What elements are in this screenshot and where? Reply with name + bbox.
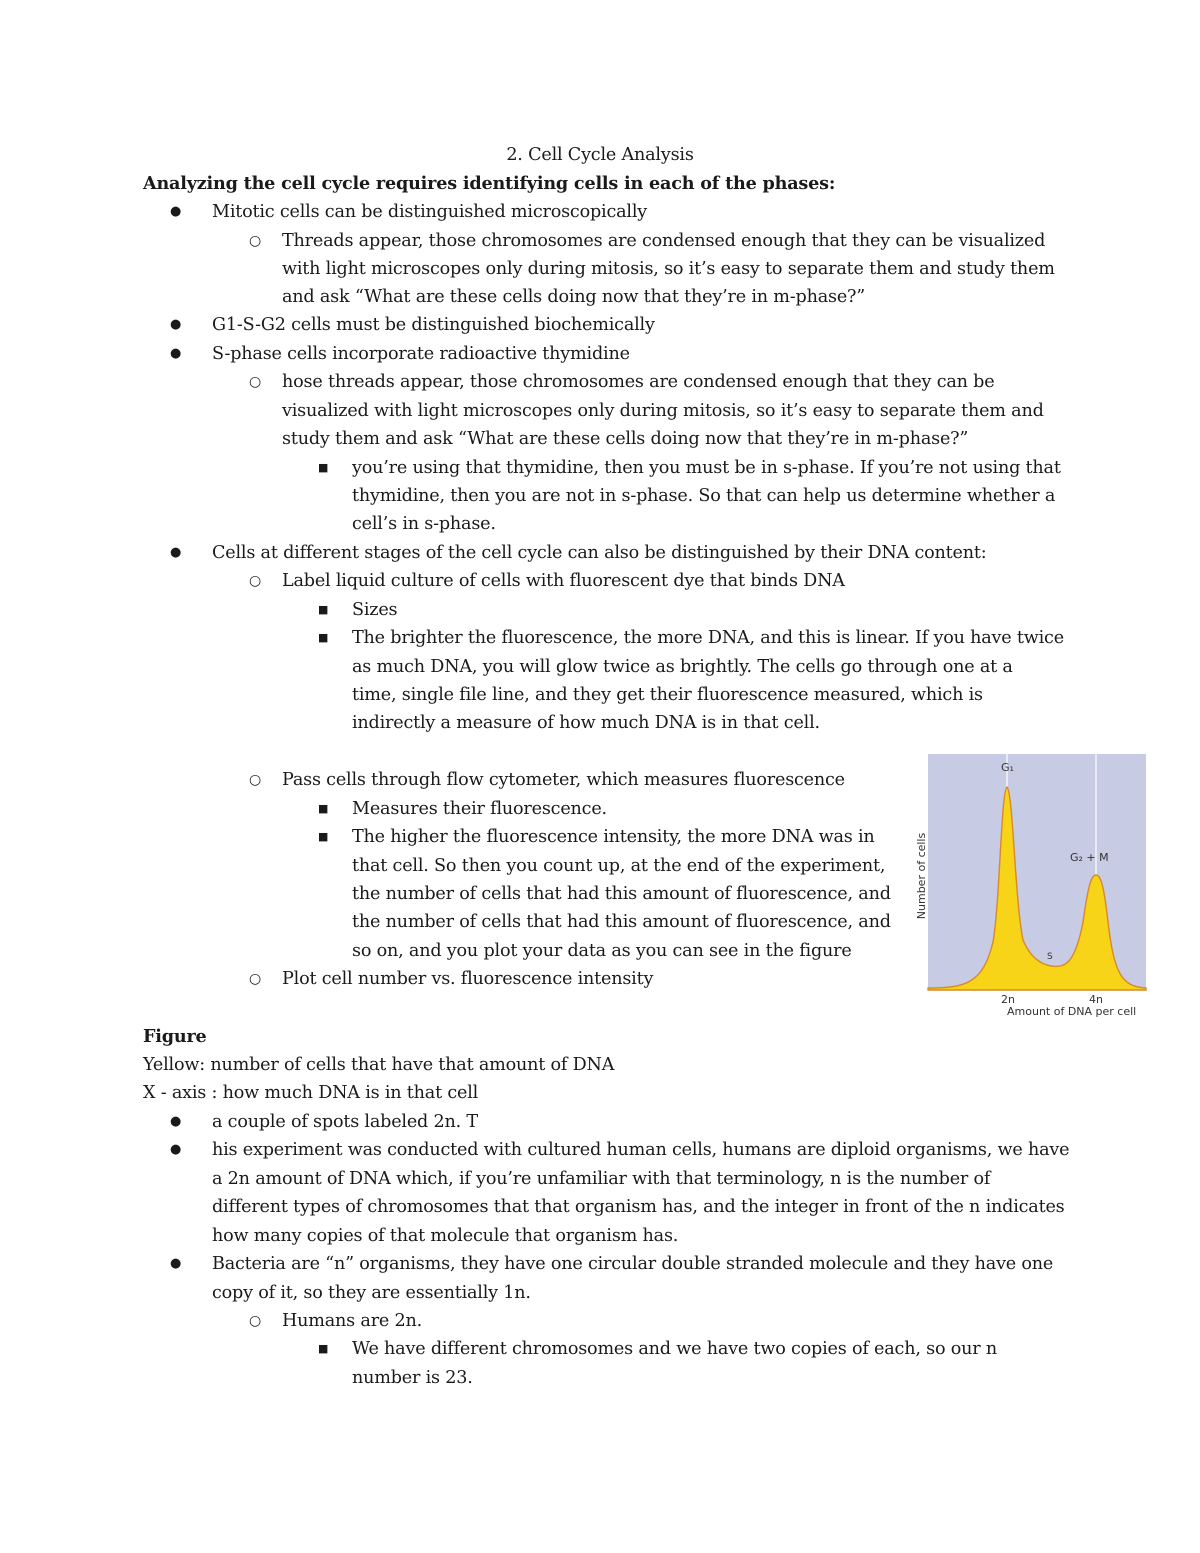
- list-item: Pass cells through flow cytometer, which measures fluorescence: [282, 770, 845, 790]
- list-item: Threads appear, those chromosomes are condensed enough that they can be visualized: [282, 231, 1046, 251]
- list-item: his experiment was conducted with cultured human cells, humans are diploid organisms, we have: [212, 1140, 1070, 1160]
- list-item-continued: a 2n amount of DNA which, if you’re unfamiliar with that terminology, n is the number of: [212, 1169, 991, 1189]
- peak-label-s: S: [1047, 952, 1053, 962]
- figure-heading: Figure: [143, 1026, 207, 1047]
- bullet-circle: ○: [249, 374, 262, 390]
- bullet-square: ■: [318, 830, 329, 843]
- list-item-continued: how many copies of that molecule that organism has.: [212, 1226, 679, 1246]
- list-item-continued: that cell. So then you count up, at the end of the experiment,: [352, 856, 886, 876]
- paragraph-line: Yellow: number of cells that have that amount of DNA: [143, 1055, 615, 1075]
- bullet-disc: ●: [170, 317, 182, 332]
- list-item-continued: visualized with light microscopes only during mitosis, so it’s easy to separate them and: [282, 401, 1044, 421]
- list-item: Sizes: [352, 600, 398, 620]
- list-item-continued: thymidine, then you are not in s-phase. So that can help us determine whether a: [352, 486, 1056, 506]
- tick-label-2n: 2n: [1001, 993, 1015, 1006]
- list-item: Mitotic cells can be distinguished microscopically: [212, 202, 647, 222]
- intro-heading: Analyzing the cell cycle requires identifying cells in each of the phases:: [143, 173, 836, 194]
- list-item: hose threads appear, those chromosomes are condensed enough that they can be: [282, 372, 995, 392]
- bullet-square: ■: [318, 603, 329, 616]
- list-item-continued: so on, and you plot your data as you can see in the figure: [352, 941, 852, 961]
- list-item: Bacteria are “n” organisms, they have one circular double stranded molecule and they have one: [212, 1254, 1054, 1274]
- bullet-disc: ●: [170, 346, 182, 361]
- list-item: Humans are 2n.: [282, 1311, 423, 1331]
- list-item-continued: with light microscopes only during mitosis, so it’s easy to separate them and study them: [282, 259, 1055, 279]
- list-item: The higher the fluorescence intensity, the more DNA was in: [352, 827, 875, 847]
- peak-label-g1: G₁: [1001, 761, 1014, 774]
- bullet-disc: ●: [170, 1256, 182, 1271]
- list-item: Cells at different stages of the cell cycle can also be distinguished by their DNA content:: [212, 543, 987, 563]
- list-item: G1-S-G2 cells must be distinguished biochemically: [212, 315, 655, 335]
- page-title: 2. Cell Cycle Analysis: [506, 145, 694, 165]
- bullet-circle: ○: [249, 233, 262, 249]
- list-item-continued: number is 23.: [352, 1368, 473, 1388]
- list-item-continued: the number of cells that had this amount of fluorescence, and: [352, 884, 891, 904]
- list-item-continued: the number of cells that had this amount of fluorescence, and: [352, 912, 891, 932]
- dna-content-histogram: [905, 752, 1155, 1022]
- tick-label-4n: 4n: [1089, 993, 1103, 1006]
- bullet-circle: ○: [249, 573, 262, 589]
- list-item: a couple of spots labeled 2n. T: [212, 1112, 478, 1132]
- list-item: Measures their fluorescence.: [352, 799, 607, 819]
- bullet-square: ■: [318, 802, 329, 815]
- paragraph-line: X - axis : how much DNA is in that cell: [143, 1083, 479, 1103]
- list-item-continued: indirectly a measure of how much DNA is in that cell.: [352, 713, 820, 733]
- bullet-square: ■: [318, 1342, 329, 1355]
- y-axis-label: Number of cells: [915, 832, 928, 920]
- list-item: The brighter the fluorescence, the more DNA, and this is linear. If you have twice: [352, 628, 1064, 648]
- list-item: Label liquid culture of cells with fluorescent dye that binds DNA: [282, 571, 845, 591]
- bullet-square: ■: [318, 631, 329, 644]
- bullet-circle: ○: [249, 772, 262, 788]
- list-item: Plot cell number vs. fluorescence intensity: [282, 969, 654, 989]
- list-item-continued: different types of chromosomes that that organism has, and the integer in front of the n indicates: [212, 1197, 1065, 1217]
- list-item: you’re using that thymidine, then you must be in s-phase. If you’re not using that: [352, 458, 1061, 478]
- bullet-disc: ●: [170, 1114, 182, 1129]
- bullet-circle: ○: [249, 1313, 262, 1329]
- peak-label-g2m: G₂ + M: [1070, 851, 1109, 864]
- list-item-continued: study them and ask “What are these cells doing now that they’re in m-phase?”: [282, 429, 969, 449]
- histogram-svg: [905, 752, 1155, 1022]
- list-item-continued: time, single file line, and they get their fluorescence measured, which is: [352, 685, 983, 705]
- x-axis-label: Amount of DNA per cell: [1007, 1005, 1137, 1018]
- list-item-continued: as much DNA, you will glow twice as brightly. The cells go through one at a: [352, 657, 1013, 677]
- list-item-continued: copy of it, so they are essentially 1n.: [212, 1283, 531, 1303]
- list-item-continued: cell’s in s-phase.: [352, 514, 496, 534]
- list-item: We have different chromosomes and we have two copies of each, so our n: [352, 1339, 997, 1359]
- list-item-continued: and ask “What are these cells doing now that they’re in m-phase?”: [282, 287, 866, 307]
- bullet-circle: ○: [249, 971, 262, 987]
- bullet-disc: ●: [170, 204, 182, 219]
- bullet-disc: ●: [170, 545, 182, 560]
- bullet-square: ■: [318, 461, 329, 474]
- list-item: S-phase cells incorporate radioactive thymidine: [212, 344, 630, 364]
- bullet-disc: ●: [170, 1142, 182, 1157]
